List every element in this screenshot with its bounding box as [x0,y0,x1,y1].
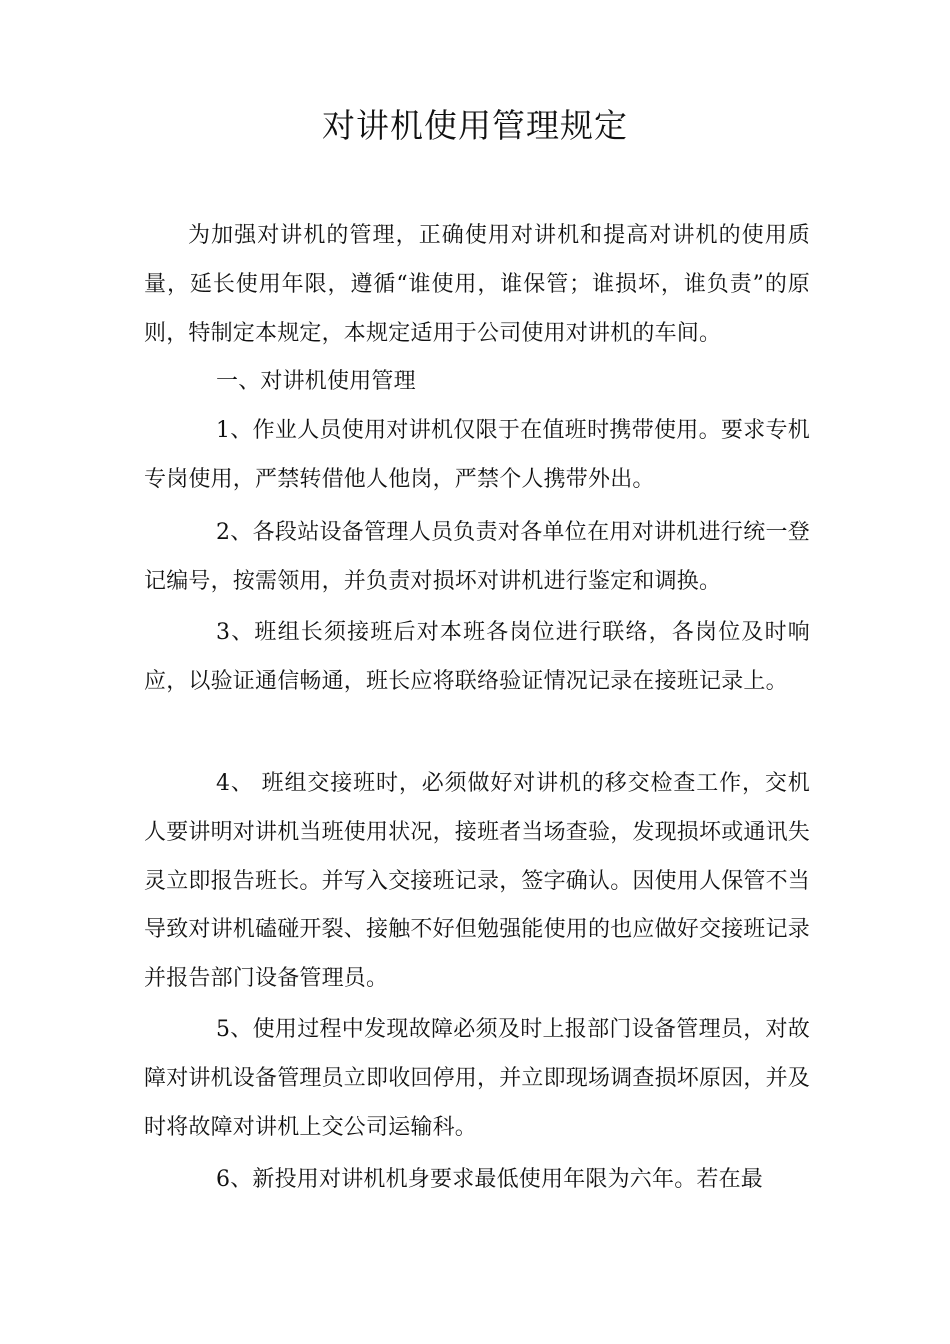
rule-item-3: 3、班组长须接班后对本班各岗位进行联络，各岗位及时响应，以验证通信畅通，班长应将联络验证情况记录在接班记录上。 [144,620,810,694]
rule-item-5: 5、使用过程中发现故障必须及时上报部门设备管理员，对故障对讲机设备管理员立即收回停用，并立即现场调查损坏原因，并及时将故障对讲机上交公司运输科。 [144,1017,811,1140]
rule-item-6: 6、新投用对讲机机身要求最低使用年限为六年。若在最 [216,1167,763,1192]
rule-item-1: 1、作业人员使用对讲机仅限于在值班时携带使用。要求专机专岗使用，严禁转借他人他岗，严禁个人携带外出。 [144,418,810,492]
rule-item-4: 4、 班组交接班时，必须做好对讲机的移交检查工作，交机人要讲明对讲机当班使用状况，接班者当场查验，发现损坏或通讯失灵立即报告班长。并写入交接班记录，签字确认。因使用人保管不当导致对讲机磕碰开裂、接触不好但勉强能使用的也应做好交接班记录并报告部门设备管理员。 [144,771,811,992]
rule-item-2: 2、各段站设备管理人员负责对各单位在用对讲机进行统一登记编号，按需领用，并负责对损坏对讲机进行鉴定和调换。 [144,520,810,594]
section-heading: 一、对讲机使用管理 [216,369,416,394]
document-title: 对讲机使用管理规定 [322,106,628,145]
intro-paragraph: 为加强对讲机的管理，正确使用对讲机和提高对讲机的使用质量，延长使用年限，遵循“谁使用，谁保管；谁损坏，谁负责”的原则，特制定本规定，本规定适用于公司使用对讲机的车间。 [144,223,810,346]
